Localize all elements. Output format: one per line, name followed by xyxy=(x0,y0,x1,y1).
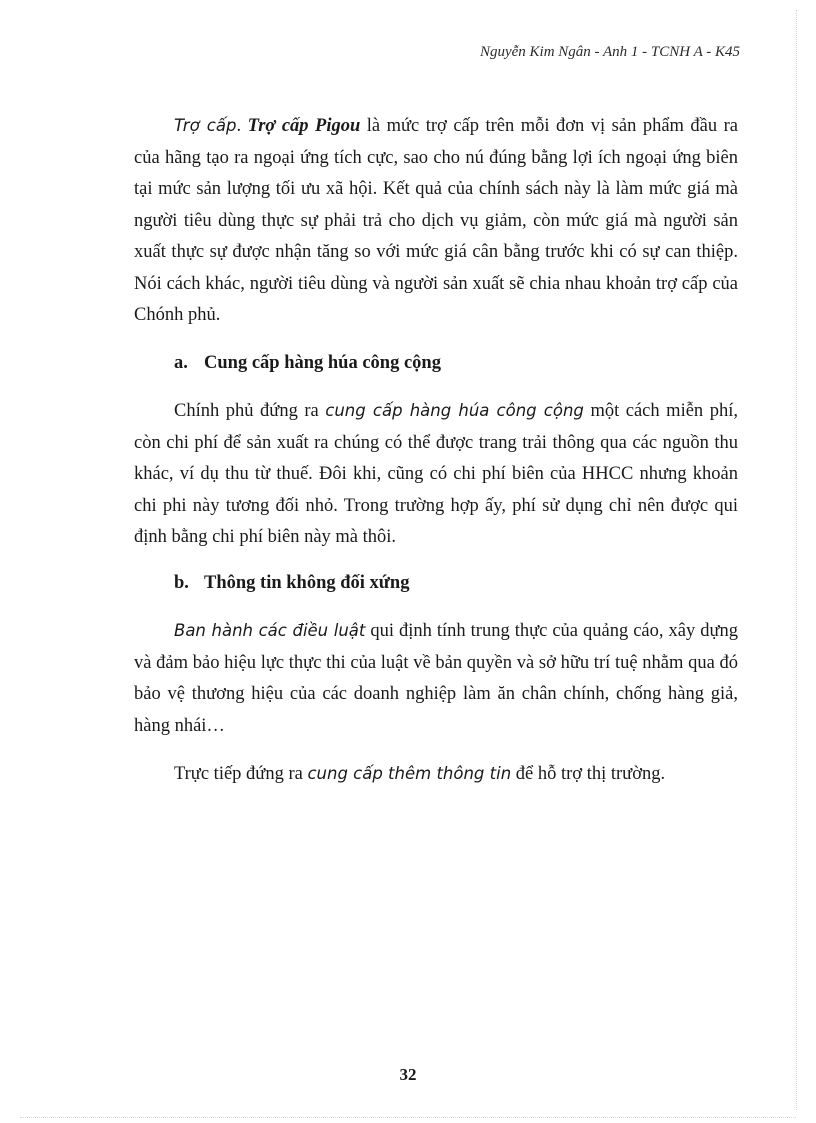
page-border-bottom xyxy=(20,1117,796,1118)
page-border-right xyxy=(796,10,797,1110)
public-goods-emphasis: cung cấp hàng húa công cộng xyxy=(325,401,584,420)
regulation-emphasis: Ban hành các điều luật xyxy=(174,621,366,640)
subsidy-text: là mức trợ cấp trên mỗi đơn vị sản phẩm đầu ra của hãng tạo ra ngoại ứng tích cực, sao cho nú đúng bằng lợi ích ngoại ứng biên tại mức sản lượng tối ưu xã hội. Kết quả của chính sách này là làm mức giá mà người tiêu dùng thực sự phải trả cho dịch vụ giảm, còn mức giá mà người sản xuất thực sự được nhận tăng so với mức giá cân bằng trước khi có sự can thiệp. Nói cách khác, người tiêu dùng và người sản xuất sẽ chia nhau khoản trợ cấp của Chónh phủ. xyxy=(134,116,739,325)
section-title-a: Cung cấp hàng húa công cộng xyxy=(204,352,441,373)
public-goods-text-before: Chính phủ đứng ra xyxy=(174,401,326,421)
paragraph-information xyxy=(134,758,738,791)
section-letter-a: a. xyxy=(174,352,188,373)
information-text-before: Trực tiếp đứng ra xyxy=(174,764,308,784)
paragraph-regulation xyxy=(134,615,738,742)
section-letter-b: b. xyxy=(174,572,189,593)
paragraph-public-goods xyxy=(134,395,738,554)
page-number: 32 xyxy=(399,1065,417,1084)
subsidy-lead: Trợ cấp xyxy=(174,116,237,135)
subsidy-lead-separator: . xyxy=(236,116,248,136)
regulation-text: qui định tính trung thực của quảng cáo, xây dựng và đảm bảo hiệu lực thực thi của luật về bản quyền và sở hữu trí tuệ nhằm qua đó bảo vệ thương hiệu của các doanh nghiệp làm ăn chân chính, chống hàng giả, hàng nhái… xyxy=(134,621,738,736)
information-emphasis: cung cấp thêm thông tin xyxy=(307,764,512,783)
section-heading-a xyxy=(134,348,738,380)
section-title-b: Thông tin không đối xứng xyxy=(204,572,410,593)
section-heading-b xyxy=(134,568,738,600)
public-goods-text-after: một cách miễn phí, còn chi phí để sản xuất ra chúng có thể được trang trải thông qua các nguồn thu khác, ví dụ thu từ thuế. Đôi khi, cũng có chi phí biên của HHCC nhưng khoản chi phi này tương đối nhỏ. Trong trường hợp ấy, phí sử dụng chỉ nên được qui định bằng chi phí biên này mà thôi. xyxy=(134,401,738,547)
document-body xyxy=(134,110,738,805)
paragraph-subsidy xyxy=(134,110,738,332)
running-header: Nguyễn Kim Ngân - Anh 1 - TCNH A - K45 xyxy=(479,44,740,60)
pigou-subsidy-term: Trợ cấp Pigou xyxy=(247,116,361,136)
information-text-after: để hỗ trợ thị trường. xyxy=(511,764,666,784)
